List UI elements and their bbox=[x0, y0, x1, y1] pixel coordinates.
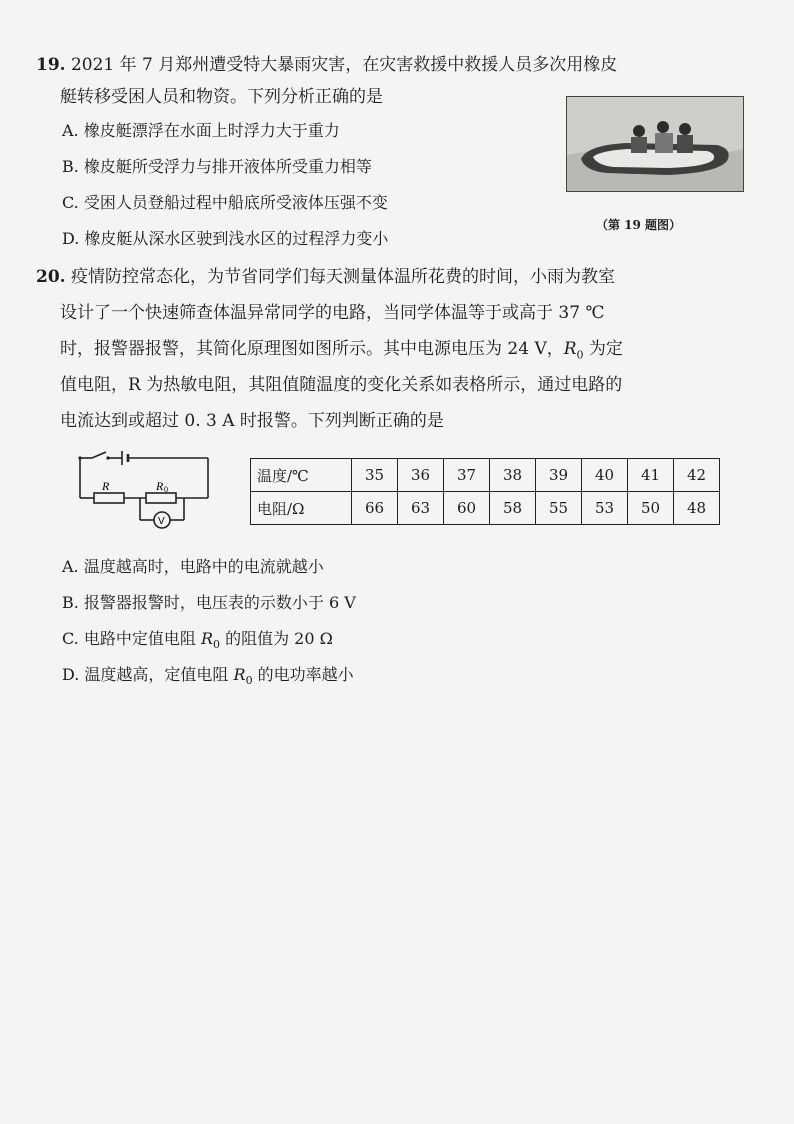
voltmeter-icon: V bbox=[158, 516, 165, 527]
q20-option-c-text2: 的阻值为 20 Ω bbox=[219, 629, 333, 648]
circuit-node bbox=[78, 456, 81, 459]
q20-stem-4: 值电阻，R 为热敏电阻，其阻值随温度的变化关系如表格所示，通过电路的 bbox=[60, 375, 623, 395]
table-row-header: 温度/℃ bbox=[251, 459, 352, 492]
table-cell: 58 bbox=[490, 492, 536, 525]
table-cell: 53 bbox=[582, 492, 628, 525]
q19-option-c: C. 受困人员登船过程中船底所受液体压强不变 bbox=[62, 193, 388, 212]
q19-stem-1: 2021 年 7 月郑州遭受特大暴雨灾害，在灾害救援中救援人员多次用橡皮 bbox=[70, 55, 618, 75]
temperature-resistance-table bbox=[250, 458, 720, 525]
table-cell: 66 bbox=[352, 492, 398, 525]
q20-option-d-text1: D. 温度越高，定值电阻 bbox=[62, 665, 234, 684]
q20-stem-3-sub: 0 bbox=[576, 348, 584, 362]
table-row-header: 电阻/Ω bbox=[251, 492, 352, 525]
q19-line1 bbox=[36, 54, 617, 76]
q20-option-d-text2: 的电功率越小 bbox=[252, 665, 354, 684]
q19-option-d: D. 橡皮艇从深水区驶到浅水区的过程浮力变小 bbox=[62, 229, 389, 248]
table-cell: 39 bbox=[536, 459, 582, 492]
q19-stem-2: 艇转移受困人员和物资。下列分析正确的是 bbox=[60, 87, 383, 107]
table-cell: 37 bbox=[444, 459, 490, 492]
q20-option-d-sub: 0 bbox=[245, 674, 253, 688]
q20-stem-5: 电流达到或超过 0. 3 A 时报警。下列判断正确的是 bbox=[60, 411, 444, 431]
q20-line1 bbox=[36, 266, 615, 288]
table-cell: 42 bbox=[674, 459, 720, 492]
q20-stem-3d: 为定 bbox=[583, 339, 623, 359]
rubber-boat-photo bbox=[566, 96, 744, 192]
table-cell: 35 bbox=[352, 459, 398, 492]
circuit-node bbox=[106, 456, 109, 459]
table-cell: 48 bbox=[674, 492, 720, 525]
label-r: R bbox=[102, 479, 110, 493]
label-r0: R bbox=[156, 479, 164, 493]
q20-option-d-r: R bbox=[233, 665, 246, 684]
q20-number: 20. bbox=[36, 267, 66, 287]
q20-stem-3a: 时，报警器报警，其简化原理图如图所示。其中电源电压为 24 V， bbox=[60, 339, 564, 359]
q20-option-c-r: R bbox=[200, 629, 213, 648]
q20-option-b: B. 报警器报警时，电压表的示数小于 6 V bbox=[62, 593, 356, 612]
q20-option-d bbox=[62, 664, 354, 692]
q20-option-c bbox=[62, 628, 333, 656]
table-cell: 40 bbox=[582, 459, 628, 492]
table-row bbox=[251, 459, 720, 492]
table-cell: 63 bbox=[398, 492, 444, 525]
table-cell: 36 bbox=[398, 459, 444, 492]
q20-stem-3 bbox=[60, 338, 623, 366]
label-r0-sub: 0 bbox=[164, 485, 168, 494]
q19-option-b: B. 橡皮艇所受浮力与排开液体所受重力相等 bbox=[62, 157, 372, 176]
q19-figure-caption: （第 19 题图） bbox=[596, 218, 682, 232]
circuit-diagram bbox=[76, 450, 212, 536]
q20-option-c-sub: 0 bbox=[212, 638, 220, 652]
q20-stem-3-r: R bbox=[563, 339, 577, 359]
q20-stem-2: 设计了一个快速筛查体温异常同学的电路，当同学体温等于或高于 37 ℃ bbox=[60, 303, 605, 323]
q19-number: 19. bbox=[36, 55, 66, 75]
rubber-boat-illustration bbox=[567, 97, 743, 191]
q20-stem-1: 疫情防控常态化，为节省同学们每天测量体温所花费的时间，小雨为教室 bbox=[70, 267, 615, 287]
table-cell: 38 bbox=[490, 459, 536, 492]
table-cell: 41 bbox=[628, 459, 674, 492]
q20-option-c-text1: C. 电路中定值电阻 bbox=[62, 629, 201, 648]
table-cell: 50 bbox=[628, 492, 674, 525]
table-row bbox=[251, 492, 720, 525]
table-cell: 60 bbox=[444, 492, 490, 525]
table-cell: 55 bbox=[536, 492, 582, 525]
q20-option-a: A. 温度越高时，电路中的电流就越小 bbox=[62, 557, 324, 576]
q19-option-a: A. 橡皮艇漂浮在水面上时浮力大于重力 bbox=[62, 121, 340, 140]
